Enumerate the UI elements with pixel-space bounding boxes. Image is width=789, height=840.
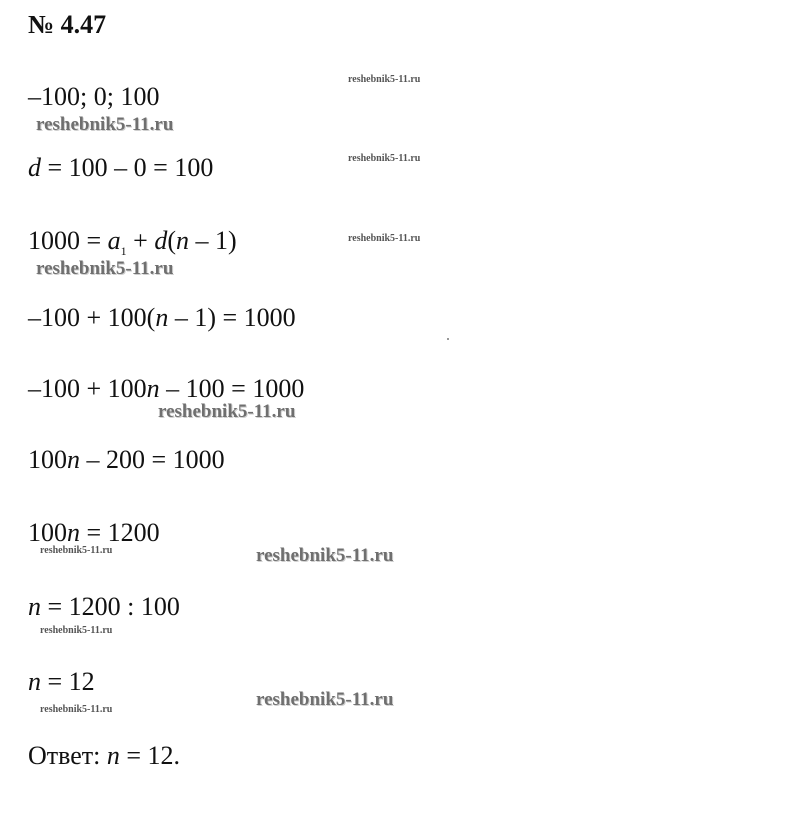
var-n: n xyxy=(67,445,80,474)
watermark: reshebnik5-11.ru xyxy=(40,704,113,715)
watermark: reshebnik5-11.ru xyxy=(348,153,421,164)
eq-part: = 12 xyxy=(41,667,95,696)
watermark: reshebnik5-11.ru xyxy=(40,545,113,556)
eq-part: – 1) = 1000 xyxy=(168,303,296,332)
eq-part: 100 xyxy=(28,518,67,547)
eq-part: – 100 = 1000 xyxy=(159,374,305,403)
var-n: n xyxy=(155,303,169,332)
expanded-equation xyxy=(28,374,304,404)
var-d: d xyxy=(28,153,41,182)
substituted-equation xyxy=(28,303,296,333)
eq-part: 100 xyxy=(28,445,67,474)
sequence-terms: –100; 0; 100 xyxy=(28,82,160,111)
division-equation xyxy=(28,592,180,622)
isolated-equation xyxy=(28,518,160,548)
answer-line xyxy=(28,741,180,771)
eq-rest: = 100 – 0 = 100 xyxy=(41,153,214,182)
simplified-equation xyxy=(28,445,225,475)
eq-part: = 1200 xyxy=(80,518,160,547)
watermark: reshebnik5-11.ru xyxy=(40,625,113,636)
result-equation xyxy=(28,667,95,697)
var-a: a xyxy=(107,226,121,255)
answer-label: Ответ: xyxy=(28,741,107,770)
subscript: 1 xyxy=(120,244,127,258)
var-n: n xyxy=(28,667,41,696)
difference-equation xyxy=(28,153,213,183)
eq-part: + xyxy=(126,226,155,255)
watermark: reshebnik5-11.ru xyxy=(36,258,174,279)
eq-part: 1000 = xyxy=(28,226,108,255)
watermark: reshebnik5-11.ru xyxy=(256,689,394,710)
eq-part: –100 + 100 xyxy=(28,374,147,403)
var-n: n xyxy=(146,374,160,403)
problem-number: № 4.47 xyxy=(28,10,107,39)
watermark: reshebnik5-11.ru xyxy=(158,401,296,422)
eq-part: – 1) xyxy=(189,226,237,255)
eq-part: – 200 = 1000 xyxy=(80,445,225,474)
watermark: reshebnik5-11.ru xyxy=(36,114,174,135)
eq-part: = 1200 : 100 xyxy=(41,592,180,621)
watermark: reshebnik5-11.ru xyxy=(348,233,421,244)
var-n: n xyxy=(106,741,120,770)
eq-part: ( xyxy=(167,226,177,255)
watermark: reshebnik5-11.ru xyxy=(256,545,394,566)
var-n: n xyxy=(67,518,80,547)
general-term-formula xyxy=(28,226,237,256)
var-n: n xyxy=(28,592,41,621)
stray-dot xyxy=(447,338,449,340)
eq-part: –100 + 100( xyxy=(28,303,156,332)
var-d: d xyxy=(154,226,168,255)
var-n: n xyxy=(176,226,190,255)
eq-part: = 12. xyxy=(119,741,181,770)
watermark: reshebnik5-11.ru xyxy=(348,74,421,85)
